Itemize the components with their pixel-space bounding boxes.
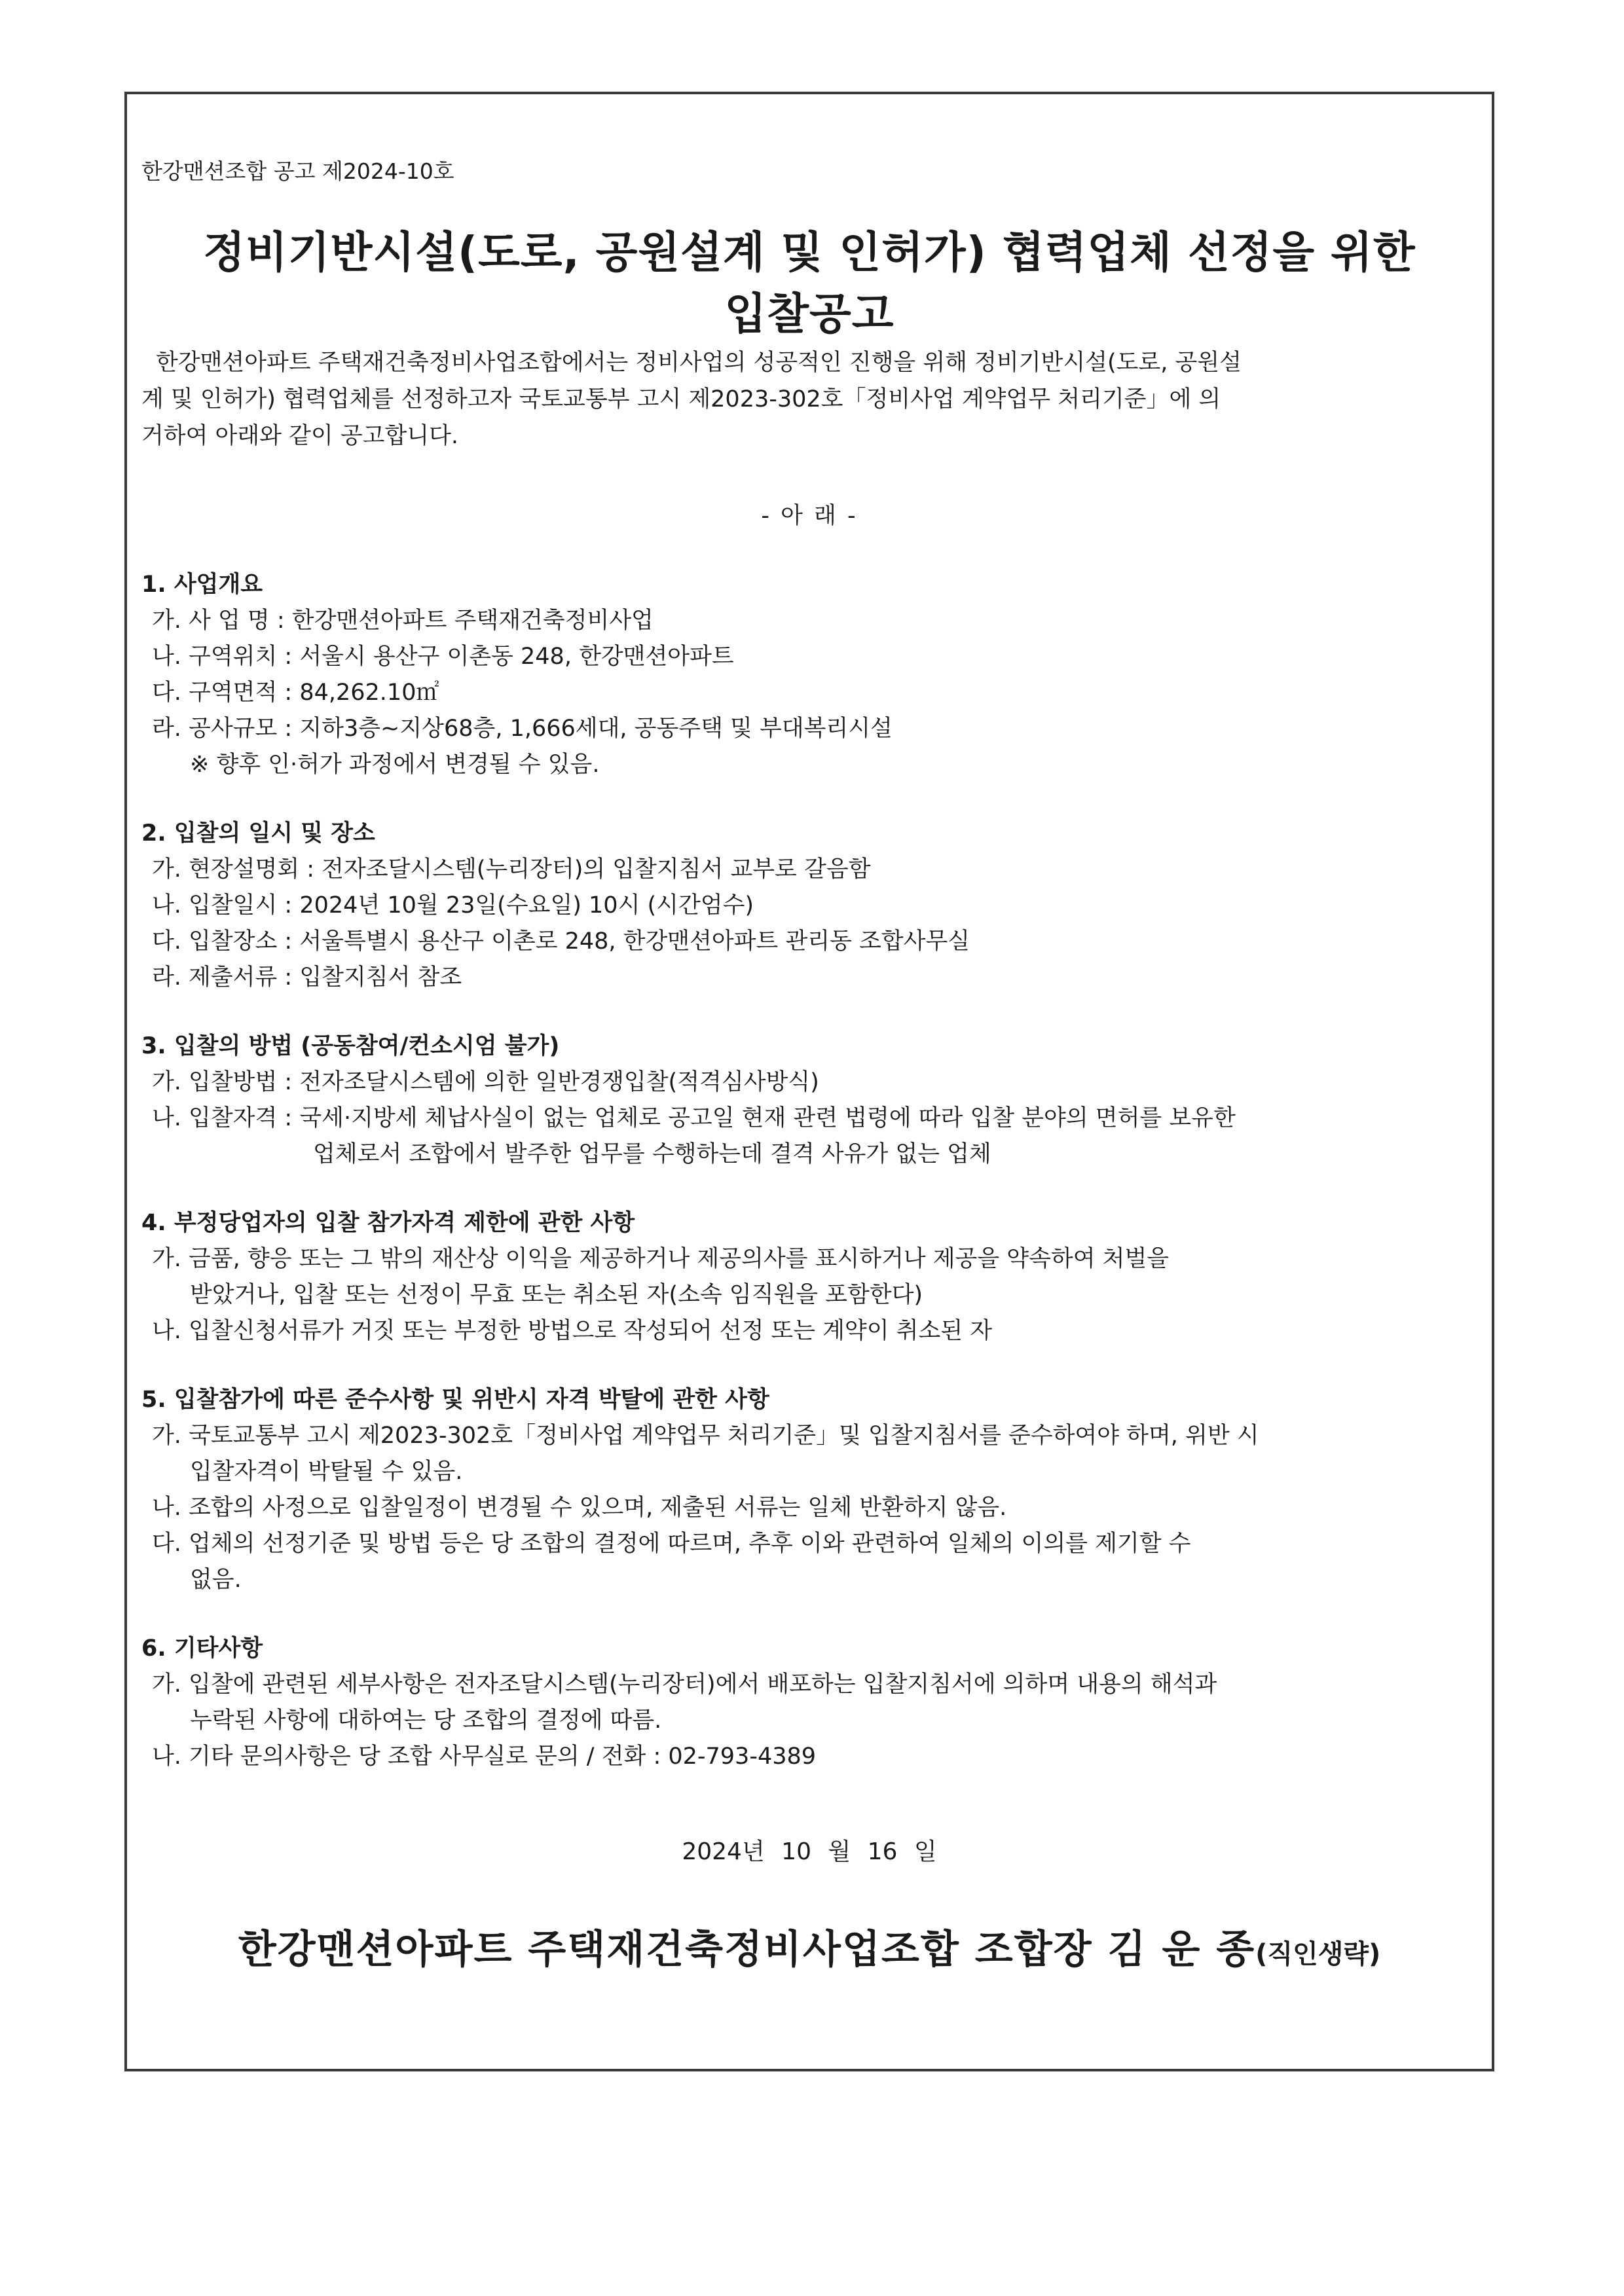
seal-omitted-note: (직인생략): [1255, 1939, 1381, 1969]
section-item: 나. 입찰자격 : 국세·지방세 체납사실이 없는 업체로 공고일 현재 관련 법령에 따라 입찰 분야의 면허를 보유한: [152, 1105, 1236, 1131]
section-item: 라. 제출서류 : 입찰지침서 참조: [152, 964, 462, 991]
section-item-continued: 입찰자격이 박탈될 수 있음.: [190, 1459, 463, 1485]
section-note: ※ 향후 인·허가 과정에서 변경될 수 있음.: [190, 752, 600, 778]
intro-line: 계 및 인허가) 협력업체를 선정하고자 국토교통부 고시 제2023-302호「정비사업 계약업무 처리기준」에 의: [141, 386, 1221, 412]
section-item: 가. 입찰방법 : 전자조달시스템에 의한 일반경쟁입찰(적격심사방식): [152, 1069, 819, 1095]
intro-line: 한강맨션아파트 주택재건축정비사업조합에서는 정비사업의 성공적인 진행을 위해 정비기반시설(도로, 공원설: [156, 350, 1242, 376]
section-divider-label: - 아 래 -: [761, 503, 858, 529]
section-item-continued: 업체로서 조합에서 발주한 업무를 수행하는데 결격 사유가 없는 업체: [313, 1141, 991, 1167]
section-heading: 4. 부정당업자의 입찰 참가자격 제한에 관한 사항: [141, 1210, 635, 1236]
section-heading: 3. 입찰의 방법 (공동참여/컨소시엄 불가): [141, 1033, 560, 1059]
section-item: 나. 입찰신청서류가 거짓 또는 부정한 방법으로 작성되어 선정 또는 계약이 취소된 자: [152, 1318, 993, 1344]
section-item-continued: 없음.: [190, 1567, 242, 1593]
section-item: 나. 기타 문의사항은 당 조합 사무실로 문의 / 전화 : 02-793-4389: [152, 1743, 817, 1770]
section-item: 가. 현장설명회 : 전자조달시스템(누리장터)의 입찰지침서 교부로 갈음함: [152, 856, 871, 883]
section-item-continued: 누락된 사항에 대하여는 당 조합의 결정에 따름.: [190, 1707, 662, 1734]
section-item: 나. 입찰일시 : 2024년 10월 23일(수요일) 10시 (시간엄수): [152, 892, 754, 919]
section-item: 다. 입찰장소 : 서울특별시 용산구 이촌로 248, 한강맨션아파트 관리동 조합사무실: [152, 928, 970, 955]
signature-name: 한강맨션아파트 주택재건축정비사업조합 조합장 김 운 종: [238, 1927, 1256, 1973]
section-item: 가. 국토교통부 고시 제2023-302호「정비사업 계약업무 처리기준」및 입찰지침서를 준수하여야 하며, 위반 시: [152, 1423, 1259, 1449]
section-item: 라. 공사규모 : 지하3층~지상68층, 1,666세대, 공동주택 및 부대복리시설: [152, 716, 893, 742]
section-heading: 1. 사업개요: [141, 572, 263, 598]
section-item: 가. 사 업 명 : 한강맨션아파트 주택재건축정비사업: [152, 608, 654, 634]
section-item: 나. 조합의 사정으로 입찰일정이 변경될 수 있으며, 제출된 서류는 일체 반환하지 않음.: [152, 1495, 1007, 1521]
signature-block: [131, 1918, 1488, 1975]
section-item: 다. 구역면적 : 84,262.10㎡: [152, 680, 439, 706]
section-item: 다. 업체의 선정기준 및 방법 등은 당 조합의 결정에 따르며, 추후 이와 관련하여 일체의 이의를 제기할 수: [152, 1531, 1191, 1557]
notice-number: 한강맨션조합 공고 제2024-10호: [141, 158, 454, 184]
section-heading: 5. 입찰참가에 따른 준수사항 및 위반시 자격 박탈에 관한 사항: [141, 1387, 769, 1413]
section-item: 나. 구역위치 : 서울시 용산구 이촌동 248, 한강맨션아파트: [152, 644, 734, 670]
intro-paragraph: [141, 344, 1477, 454]
notice-title-line2: 입찰공고: [724, 289, 895, 339]
intro-line: 거하여 아래와 같이 공고합니다.: [141, 423, 459, 449]
section-item: 가. 입찰에 관련된 세부사항은 전자조달시스템(누리장터)에서 배포하는 입찰지침서에 의하며 내용의 해석과: [152, 1671, 1217, 1698]
section-heading: 2. 입찰의 일시 및 장소: [141, 820, 375, 847]
section-item: 가. 금품, 향응 또는 그 밖의 재산상 이익을 제공하거나 제공의사를 표시하거나 제공을 약속하여 처벌을: [152, 1246, 1170, 1272]
section-heading: 6. 기타사항: [141, 1635, 263, 1662]
notice-date: 2024년 10 월 16 일: [682, 1838, 937, 1865]
section-item-continued: 받았거나, 입찰 또는 선정이 무효 또는 취소된 자(소속 임직원을 포함한다): [190, 1282, 923, 1308]
notice-title-line1: 정비기반시설(도로, 공원설계 및 인허가) 협력업체 선정을 위한: [203, 227, 1416, 278]
